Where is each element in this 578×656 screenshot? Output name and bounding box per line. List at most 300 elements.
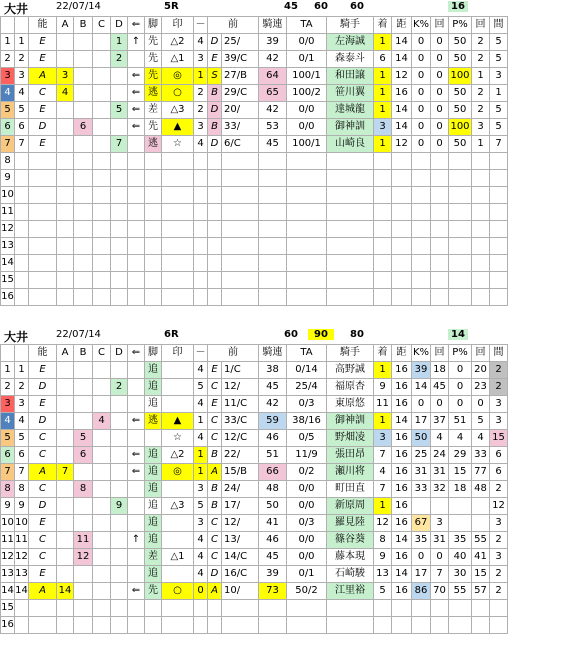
cell-kai	[431, 187, 449, 204]
cell-ta: 0/1	[287, 566, 327, 583]
cell-nou	[29, 204, 57, 221]
cell-kai2	[472, 498, 490, 515]
cell-n2: 10	[15, 515, 29, 532]
cell-kai2: 1	[472, 136, 490, 153]
cell-n2	[15, 221, 29, 238]
cell-mae2: 6/C	[222, 136, 259, 153]
cell-n2: 14	[15, 583, 29, 600]
table-row	[1, 430, 508, 447]
cell-kan	[490, 255, 508, 272]
cell-p: 50	[449, 136, 472, 153]
cell-nou: C	[29, 447, 57, 464]
cell-ta: 100/1	[287, 68, 327, 85]
table-row	[1, 170, 508, 187]
header-kan: 間	[490, 345, 508, 362]
cell-arrow	[128, 153, 145, 170]
cell-c	[93, 221, 111, 238]
cell-arrow	[128, 204, 145, 221]
cell-arrow	[128, 600, 145, 617]
cell-c	[93, 464, 111, 481]
cell-kyori	[392, 221, 412, 238]
cell-mae1	[208, 272, 222, 289]
cell-shirushi	[162, 289, 194, 306]
cell-kai	[431, 289, 449, 306]
cell-arrow	[128, 255, 145, 272]
cell-kan: 2	[490, 583, 508, 600]
cell-shirushi: ☆	[162, 430, 194, 447]
cell-kai	[431, 255, 449, 272]
cell-p	[449, 221, 472, 238]
cell-p	[449, 187, 472, 204]
cell-k: 14	[412, 379, 431, 396]
distance-header-value: 16	[448, 1, 468, 12]
cell-nou: D	[29, 379, 57, 396]
cell-b	[74, 136, 93, 153]
cell-d	[111, 362, 128, 379]
cell-ta: 0/0	[287, 34, 327, 51]
cell-a	[57, 170, 74, 187]
cell-d	[111, 566, 128, 583]
cell-kai: 3	[431, 515, 449, 532]
header-shirushi: 印	[162, 345, 194, 362]
cell-c	[93, 379, 111, 396]
entries-table	[0, 16, 508, 306]
cell-kiren: 66	[259, 464, 287, 481]
cell-b	[74, 379, 93, 396]
cell-n2: 1	[15, 34, 29, 51]
header-nou: 能	[29, 17, 57, 34]
table-row	[1, 447, 508, 464]
cell-a: 3	[57, 68, 74, 85]
cell-chaku: 3	[374, 119, 392, 136]
cell-n1: 2	[1, 51, 15, 68]
header-b: B	[74, 17, 93, 34]
cell-kyaku: 差	[145, 549, 162, 566]
cell-kishu	[327, 617, 374, 634]
cell-c	[93, 204, 111, 221]
cell-mae1	[208, 153, 222, 170]
cell-chaku: 1	[374, 136, 392, 153]
table-row	[1, 600, 508, 617]
cell-n2	[15, 238, 29, 255]
cell-kyaku	[145, 617, 162, 634]
cell-kishu: 張田昂	[327, 447, 374, 464]
header-kyaku: 脚	[145, 345, 162, 362]
cell-shirushi	[162, 600, 194, 617]
cell-nou: C	[29, 430, 57, 447]
cell-kyaku: 逃	[145, 85, 162, 102]
cell-d	[111, 481, 128, 498]
cell-ta	[287, 272, 327, 289]
cell-d	[111, 272, 128, 289]
cell-d: 9	[111, 498, 128, 515]
cell-shirushi	[162, 221, 194, 238]
cell-arrow	[128, 362, 145, 379]
cell-n1: 9	[1, 170, 15, 187]
cell-a	[57, 549, 74, 566]
cell-ta	[287, 153, 327, 170]
cell-mae2: 1/C	[222, 362, 259, 379]
cell-d: 2	[111, 379, 128, 396]
cell-b	[74, 221, 93, 238]
cell-kishu: 御神訓	[327, 119, 374, 136]
cell-dash: 5	[194, 498, 208, 515]
cell-d: 7	[111, 136, 128, 153]
header-b: B	[74, 345, 93, 362]
cell-a	[57, 481, 74, 498]
cell-a	[57, 255, 74, 272]
cell-b	[74, 102, 93, 119]
cell-arrow	[128, 289, 145, 306]
cell-n2: 5	[15, 102, 29, 119]
header-shirushi: 印	[162, 17, 194, 34]
header-dash: －	[194, 17, 208, 34]
cell-mae1: B	[208, 447, 222, 464]
cell-d	[111, 238, 128, 255]
cell-nou: E	[29, 396, 57, 413]
cell-kai	[431, 238, 449, 255]
cell-n1: 15	[1, 272, 15, 289]
cell-p: 15	[449, 464, 472, 481]
cell-kai: 0	[431, 51, 449, 68]
cell-kishu	[327, 153, 374, 170]
cell-mae1: C	[208, 549, 222, 566]
cell-n2: 3	[15, 68, 29, 85]
cell-kyaku	[145, 187, 162, 204]
cell-kyori: 16	[392, 85, 412, 102]
cell-mae2: 12/	[222, 515, 259, 532]
top-value-2: 90	[308, 329, 334, 340]
race-number: 6R	[164, 329, 179, 340]
cell-mae1: D	[208, 34, 222, 51]
cell-c	[93, 170, 111, 187]
cell-mae1: D	[208, 136, 222, 153]
cell-c	[93, 498, 111, 515]
cell-mae1: B	[208, 119, 222, 136]
cell-d	[111, 600, 128, 617]
cell-b	[74, 153, 93, 170]
cell-b	[74, 515, 93, 532]
cell-n2	[15, 187, 29, 204]
table-row	[1, 583, 508, 600]
cell-b	[74, 464, 93, 481]
cell-kyaku: 追	[145, 447, 162, 464]
cell-kyaku	[145, 153, 162, 170]
header-p: P%	[449, 345, 472, 362]
cell-nou: A	[29, 464, 57, 481]
cell-a	[57, 204, 74, 221]
race-date: 22/07/14	[56, 1, 101, 12]
header-kai2: 回	[472, 345, 490, 362]
cell-kyori	[392, 600, 412, 617]
cell-b	[74, 617, 93, 634]
cell-mae1: C	[208, 515, 222, 532]
cell-kai2: 33	[472, 447, 490, 464]
table-row	[1, 119, 508, 136]
cell-n1: 10	[1, 187, 15, 204]
cell-p	[449, 204, 472, 221]
cell-kyori: 12	[392, 136, 412, 153]
cell-kai2: 57	[472, 583, 490, 600]
cell-n1: 3	[1, 396, 15, 413]
header-kai2: 回	[472, 17, 490, 34]
cell-kyori	[392, 617, 412, 634]
cell-c	[93, 85, 111, 102]
cell-kan: 3	[490, 396, 508, 413]
cell-nou: C	[29, 85, 57, 102]
cell-b	[74, 238, 93, 255]
cell-chaku: 3	[374, 430, 392, 447]
cell-dash	[194, 272, 208, 289]
cell-mae1	[208, 617, 222, 634]
cell-kyaku: 先	[145, 583, 162, 600]
cell-kai: 37	[431, 413, 449, 430]
cell-d	[111, 204, 128, 221]
header-k: K%	[412, 17, 431, 34]
cell-dash: 0	[194, 583, 208, 600]
cell-kai: 0	[431, 85, 449, 102]
cell-shirushi: ◎	[162, 68, 194, 85]
cell-ta	[287, 600, 327, 617]
cell-chaku	[374, 221, 392, 238]
cell-shirushi: △1	[162, 51, 194, 68]
cell-a	[57, 532, 74, 549]
cell-p	[449, 153, 472, 170]
cell-b	[74, 583, 93, 600]
cell-a: 14	[57, 583, 74, 600]
cell-n1: 8	[1, 481, 15, 498]
cell-dash: 1	[194, 447, 208, 464]
cell-chaku	[374, 272, 392, 289]
cell-a	[57, 51, 74, 68]
cell-chaku: 1	[374, 413, 392, 430]
cell-ta: 100/1	[287, 136, 327, 153]
cell-kai2	[472, 204, 490, 221]
cell-kai: 70	[431, 583, 449, 600]
cell-shirushi: △1	[162, 549, 194, 566]
cell-arrow: ⇐	[128, 119, 145, 136]
cell-nou	[29, 187, 57, 204]
cell-arrow	[128, 617, 145, 634]
cell-dash: 3	[194, 481, 208, 498]
cell-kiren: 45	[259, 136, 287, 153]
cell-c	[93, 187, 111, 204]
cell-kishu	[327, 238, 374, 255]
header-n2	[15, 345, 29, 362]
cell-kishu: 羅見陸	[327, 515, 374, 532]
cell-kai	[431, 204, 449, 221]
cell-mae1: E	[208, 396, 222, 413]
cell-n2: 3	[15, 396, 29, 413]
cell-k: 17	[412, 413, 431, 430]
cell-c	[93, 119, 111, 136]
cell-kiren	[259, 204, 287, 221]
cell-mae2: 39/C	[222, 51, 259, 68]
header-n1	[1, 345, 15, 362]
cell-arrow	[128, 170, 145, 187]
cell-chaku	[374, 600, 392, 617]
table-row	[1, 532, 508, 549]
cell-shirushi: ▲	[162, 413, 194, 430]
cell-mae2: 22/	[222, 447, 259, 464]
cell-kai2: 20	[472, 362, 490, 379]
cell-p: 40	[449, 549, 472, 566]
cell-mae1: B	[208, 498, 222, 515]
cell-a	[57, 617, 74, 634]
cell-k: 31	[412, 464, 431, 481]
cell-k: 0	[412, 119, 431, 136]
cell-chaku: 5	[374, 583, 392, 600]
cell-shirushi	[162, 255, 194, 272]
cell-b: 11	[74, 532, 93, 549]
cell-kai: 0	[431, 119, 449, 136]
cell-p	[449, 515, 472, 532]
cell-kai2: 2	[472, 51, 490, 68]
cell-kishu: 石崎駿	[327, 566, 374, 583]
cell-dash: 1	[194, 464, 208, 481]
header-a: A	[57, 17, 74, 34]
cell-d	[111, 583, 128, 600]
table-row	[1, 255, 508, 272]
cell-kiren: 42	[259, 51, 287, 68]
cell-kiren	[259, 255, 287, 272]
cell-dash: 2	[194, 102, 208, 119]
table-row	[1, 498, 508, 515]
cell-kyori: 16	[392, 515, 412, 532]
cell-arrow: ⇐	[128, 447, 145, 464]
cell-b	[74, 204, 93, 221]
cell-p: 4	[449, 430, 472, 447]
cell-k: 86	[412, 583, 431, 600]
cell-kai2: 2	[472, 102, 490, 119]
cell-kishu: 左海誠	[327, 34, 374, 51]
table-row	[1, 238, 508, 255]
cell-nou: E	[29, 136, 57, 153]
table-row	[1, 204, 508, 221]
cell-kiren: 65	[259, 85, 287, 102]
cell-shirushi: △2	[162, 34, 194, 51]
cell-d	[111, 187, 128, 204]
cell-mae1	[208, 221, 222, 238]
header-chaku: 着	[374, 345, 392, 362]
cell-mae2	[222, 600, 259, 617]
cell-kan: 12	[490, 498, 508, 515]
cell-arrow	[128, 549, 145, 566]
cell-kan: 5	[490, 51, 508, 68]
cell-kan: 3	[490, 413, 508, 430]
cell-mae1	[208, 204, 222, 221]
cell-kyori	[392, 170, 412, 187]
cell-kishu: 森泰斗	[327, 51, 374, 68]
cell-kan: 5	[490, 34, 508, 51]
cell-n2	[15, 204, 29, 221]
cell-kan	[490, 272, 508, 289]
cell-kishu	[327, 289, 374, 306]
cell-ta: 0/0	[287, 102, 327, 119]
race-date: 22/07/14	[56, 329, 101, 340]
cell-kai2	[472, 600, 490, 617]
table-row	[1, 221, 508, 238]
cell-arrow	[128, 430, 145, 447]
cell-b	[74, 85, 93, 102]
cell-n1: 11	[1, 204, 15, 221]
cell-ta: 0/2	[287, 464, 327, 481]
table-row	[1, 362, 508, 379]
cell-kyaku: 先	[145, 34, 162, 51]
cell-kai: 0	[431, 68, 449, 85]
cell-b	[74, 566, 93, 583]
cell-chaku: 13	[374, 566, 392, 583]
cell-n2	[15, 170, 29, 187]
cell-mae2: 12/	[222, 379, 259, 396]
cell-p	[449, 289, 472, 306]
cell-mae1: C	[208, 430, 222, 447]
cell-k: 33	[412, 481, 431, 498]
cell-nou: D	[29, 498, 57, 515]
header-kyori: 距	[392, 345, 412, 362]
cell-kai: 31	[431, 532, 449, 549]
cell-kai	[431, 498, 449, 515]
cell-kiren	[259, 272, 287, 289]
header-d: D	[111, 345, 128, 362]
cell-n2	[15, 153, 29, 170]
cell-k: 0	[412, 51, 431, 68]
cell-mae1: S	[208, 68, 222, 85]
cell-mae2: 12/C	[222, 430, 259, 447]
cell-kyori: 16	[392, 583, 412, 600]
cell-kyori: 14	[392, 51, 412, 68]
cell-kishu: 東原悠	[327, 396, 374, 413]
cell-chaku	[374, 153, 392, 170]
cell-kan: 2	[490, 379, 508, 396]
cell-arrow	[128, 136, 145, 153]
cell-n2: 7	[15, 136, 29, 153]
cell-kyori: 14	[392, 102, 412, 119]
cell-kan: 1	[490, 85, 508, 102]
cell-kishu: 御神訓	[327, 413, 374, 430]
cell-b	[74, 413, 93, 430]
cell-n1: 12	[1, 221, 15, 238]
cell-kiren: 50	[259, 498, 287, 515]
cell-p: 0	[449, 379, 472, 396]
cell-p: 100	[449, 68, 472, 85]
cell-c: 4	[93, 413, 111, 430]
cell-ta: 11/9	[287, 447, 327, 464]
cell-c	[93, 532, 111, 549]
cell-kan	[490, 617, 508, 634]
cell-mae2: 10/	[222, 583, 259, 600]
cell-kyaku	[145, 204, 162, 221]
cell-chaku: 1	[374, 102, 392, 119]
cell-arrow	[128, 498, 145, 515]
cell-kyori: 16	[392, 430, 412, 447]
header-kai: 回	[431, 17, 449, 34]
cell-kyori: 14	[392, 34, 412, 51]
cell-ta: 38/16	[287, 413, 327, 430]
cell-kyori: 16	[392, 362, 412, 379]
header-dash: －	[194, 345, 208, 362]
cell-b	[74, 289, 93, 306]
cell-a	[57, 396, 74, 413]
cell-p: 51	[449, 413, 472, 430]
cell-shirushi	[162, 566, 194, 583]
cell-n2: 2	[15, 379, 29, 396]
cell-kyaku: 先	[145, 119, 162, 136]
cell-n2: 2	[15, 51, 29, 68]
cell-n2: 5	[15, 430, 29, 447]
cell-kan	[490, 187, 508, 204]
cell-k: 0	[412, 85, 431, 102]
